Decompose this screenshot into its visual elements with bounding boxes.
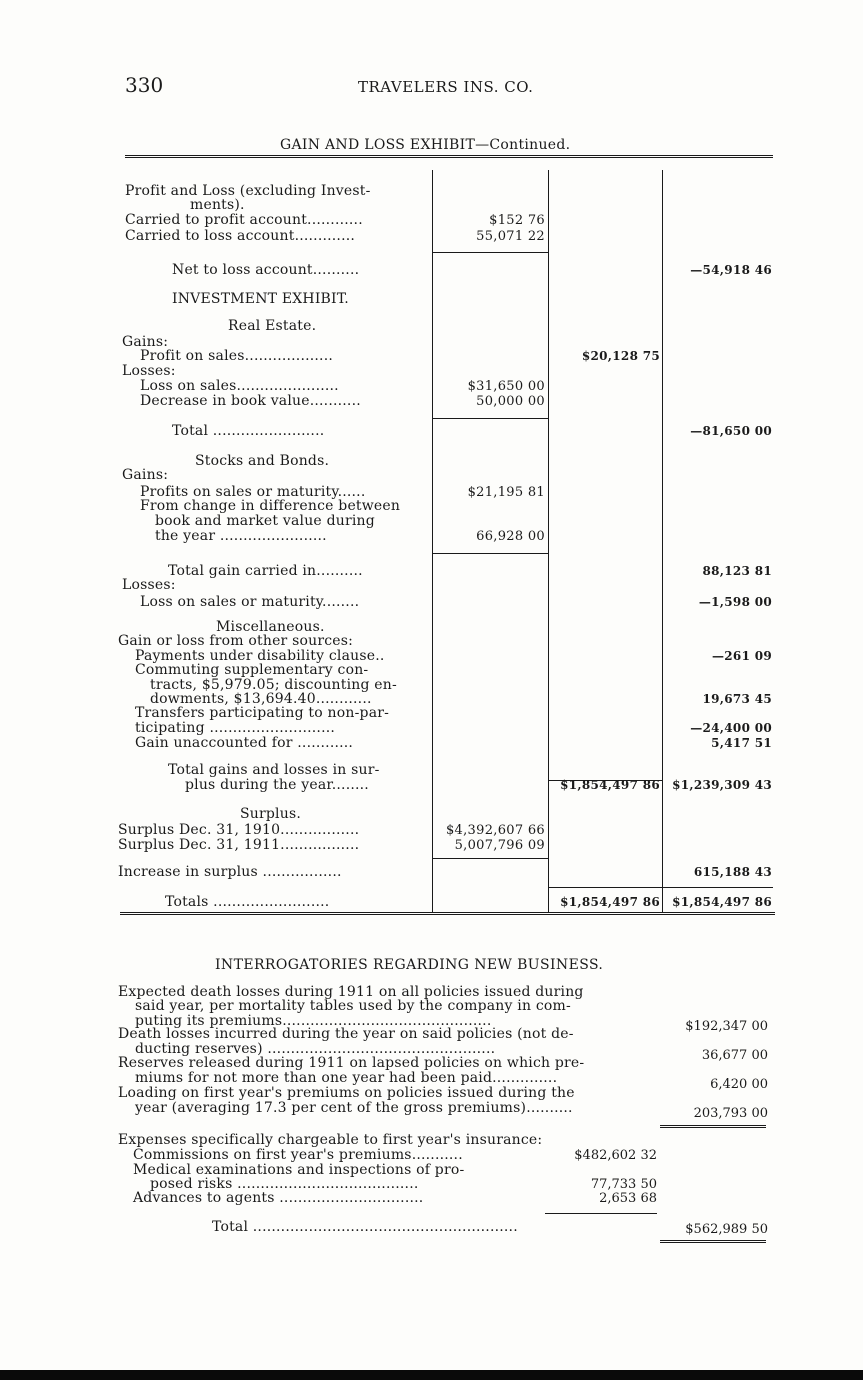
column-1-value: $31,650 00	[467, 379, 545, 394]
column-3-value: —81,650 00	[690, 424, 772, 438]
expense-line: Advances to agents ...............................	[133, 1190, 424, 1206]
row-label: Stocks and Bonds.	[195, 453, 330, 469]
row-label: Profits on sales or maturity......	[140, 484, 366, 500]
row-label: Net to loss account..........	[172, 262, 360, 278]
interrogatory-line: said year, per mortality tables used by the company in com-	[135, 998, 571, 1014]
row-label: Carried to profit account............	[125, 212, 363, 228]
column-divider-1	[432, 170, 433, 912]
interrogatory-line: ducting reserves) .................................................	[135, 1041, 496, 1057]
row-label: tracts, $5,979.05; discounting en-	[150, 677, 397, 693]
interrogatory-value: 36,677 00	[701, 1048, 768, 1063]
row-label: Commuting supplementary con-	[135, 662, 369, 678]
column-divider-3	[662, 170, 663, 912]
interrogatory-line: Expected death losses during 1911 on all policies issued during	[118, 984, 584, 1000]
running-title: TRAVELERS INS. CO.	[358, 78, 534, 96]
expense-line: Medical examinations and inspections of pro-	[133, 1162, 465, 1178]
interrogatory-line: Death losses incurred during the year on said policies (not de-	[118, 1026, 574, 1042]
row-label: plus during the year........	[185, 777, 369, 793]
interrogatory-value: 6,420 00	[710, 1077, 768, 1092]
subtotal-rule	[548, 780, 662, 781]
column-3-value: 615,188 43	[693, 865, 772, 879]
column-3-value: —54,918 46	[690, 263, 772, 277]
row-label: Gain or loss from other sources:	[118, 633, 354, 649]
column-3-value: 5,417 51	[711, 736, 772, 750]
row-label: book and market value during	[155, 513, 375, 529]
column-2-value: $1,854,497 86	[560, 778, 660, 792]
row-label: Carried to loss account.............	[125, 228, 356, 244]
bottom-double-rule	[120, 912, 775, 915]
row-label: Payments under disability clause..	[135, 648, 385, 664]
row-label: Profit on sales...................	[140, 348, 334, 364]
row-label: Loss on sales......................	[140, 378, 339, 394]
expenses-sum-rule	[545, 1213, 657, 1214]
column-3-value: 88,123 81	[702, 564, 772, 578]
subtotal-rule	[432, 418, 548, 419]
column-1-value: 5,007,796 09	[454, 838, 545, 853]
column-1-value: $152 76	[489, 213, 545, 228]
row-label: Gains:	[122, 467, 169, 483]
row-label: Miscellaneous.	[216, 619, 325, 635]
row-label: Losses:	[122, 577, 176, 593]
column-3-value: $1,239,309 43	[672, 778, 772, 792]
interrogatory-line: miums for not more than one year had been paid..............	[135, 1070, 558, 1086]
column-1-value: 55,071 22	[476, 229, 545, 244]
interrogatory-value: $192,347 00	[685, 1019, 768, 1034]
expenses-title: Expenses specifically chargeable to first year's insurance:	[118, 1132, 543, 1148]
row-label: Profit and Loss (excluding Invest-	[125, 183, 371, 199]
subtotal-rule	[432, 252, 548, 253]
section-title: GAIN AND LOSS EXHIBIT—Continued.	[280, 137, 571, 153]
page-number: 330	[125, 73, 164, 97]
row-label: dowments, $13,694.40............	[150, 691, 372, 707]
column-2-value: $20,128 75	[581, 349, 660, 363]
row-label: Total gains and losses in sur-	[168, 762, 380, 778]
interrogatory-line: Loading on first year's premiums on policies issued during the	[118, 1085, 575, 1101]
column-3-value: —24,400 00	[690, 721, 772, 735]
column-3-value: —1,598 00	[698, 595, 772, 609]
interrogatories-title: INTERROGATORIES REGARDING NEW BUSINESS.	[215, 957, 604, 973]
expense-line: Commissions on first year's premiums...........	[133, 1147, 463, 1163]
interrogatories-double-rule	[660, 1125, 766, 1128]
row-label: Transfers participating to non-par-	[135, 705, 390, 721]
column-3-value: —261 09	[711, 649, 772, 663]
column-1-value: $21,195 81	[467, 485, 545, 500]
row-label: Total ........................	[172, 423, 325, 439]
interrogatory-line: Reserves released during 1911 on lapsed policies on which pre-	[118, 1055, 585, 1071]
expense-value: $482,602 32	[574, 1148, 657, 1163]
subtotal-rule	[432, 858, 548, 859]
scan-edge-bar	[0, 1370, 863, 1380]
column-1-value: 50,000 00	[476, 394, 545, 409]
row-label: ments).	[190, 197, 245, 213]
column-divider-2	[548, 170, 549, 912]
row-label: ticipating ...........................	[135, 720, 336, 736]
expense-value: 77,733 50	[590, 1177, 657, 1192]
column-3-value: $1,854,497 86	[672, 895, 772, 909]
row-label: Gains:	[122, 334, 169, 350]
row-label: Totals .........................	[165, 894, 330, 910]
total-value: $562,989 50	[685, 1222, 768, 1237]
column-3-value: 19,673 45	[702, 692, 772, 706]
row-label: Total gain carried in..........	[168, 563, 363, 579]
top-double-rule	[125, 155, 773, 158]
row-label: Gain unaccounted for ............	[135, 735, 354, 751]
row-label: Surplus Dec. 31, 1910.................	[118, 822, 360, 838]
row-label: Real Estate.	[228, 318, 317, 334]
row-label: the year .......................	[155, 528, 327, 544]
total-label: Total .........................................................	[212, 1219, 518, 1235]
row-label: Loss on sales or maturity........	[140, 594, 360, 610]
row-label: From change in difference between	[140, 498, 401, 514]
interrogatory-line: year (averaging 17.3 per cent of the gross premiums)..........	[135, 1100, 573, 1116]
column-2-value: $1,854,497 86	[560, 895, 660, 909]
row-label: Surplus.	[240, 806, 301, 822]
expense-line: posed risks .......................................	[150, 1176, 419, 1192]
row-label: INVESTMENT EXHIBIT.	[172, 291, 349, 307]
expense-value: 2,653 68	[599, 1191, 657, 1206]
total-double-rule	[660, 1240, 766, 1243]
row-label: Decrease in book value...........	[140, 393, 361, 409]
subtotal-rule	[432, 553, 548, 554]
row-label: Losses:	[122, 363, 176, 379]
row-label: Increase in surplus .................	[118, 864, 342, 880]
row-label: Surplus Dec. 31, 1911.................	[118, 837, 360, 853]
subtotal-rule	[548, 887, 773, 888]
interrogatory-line: puting its premiums.............................................	[135, 1013, 492, 1029]
column-1-value: 66,928 00	[476, 529, 545, 544]
column-1-value: $4,392,607 66	[445, 823, 545, 838]
interrogatory-value: 203,793 00	[693, 1106, 768, 1121]
